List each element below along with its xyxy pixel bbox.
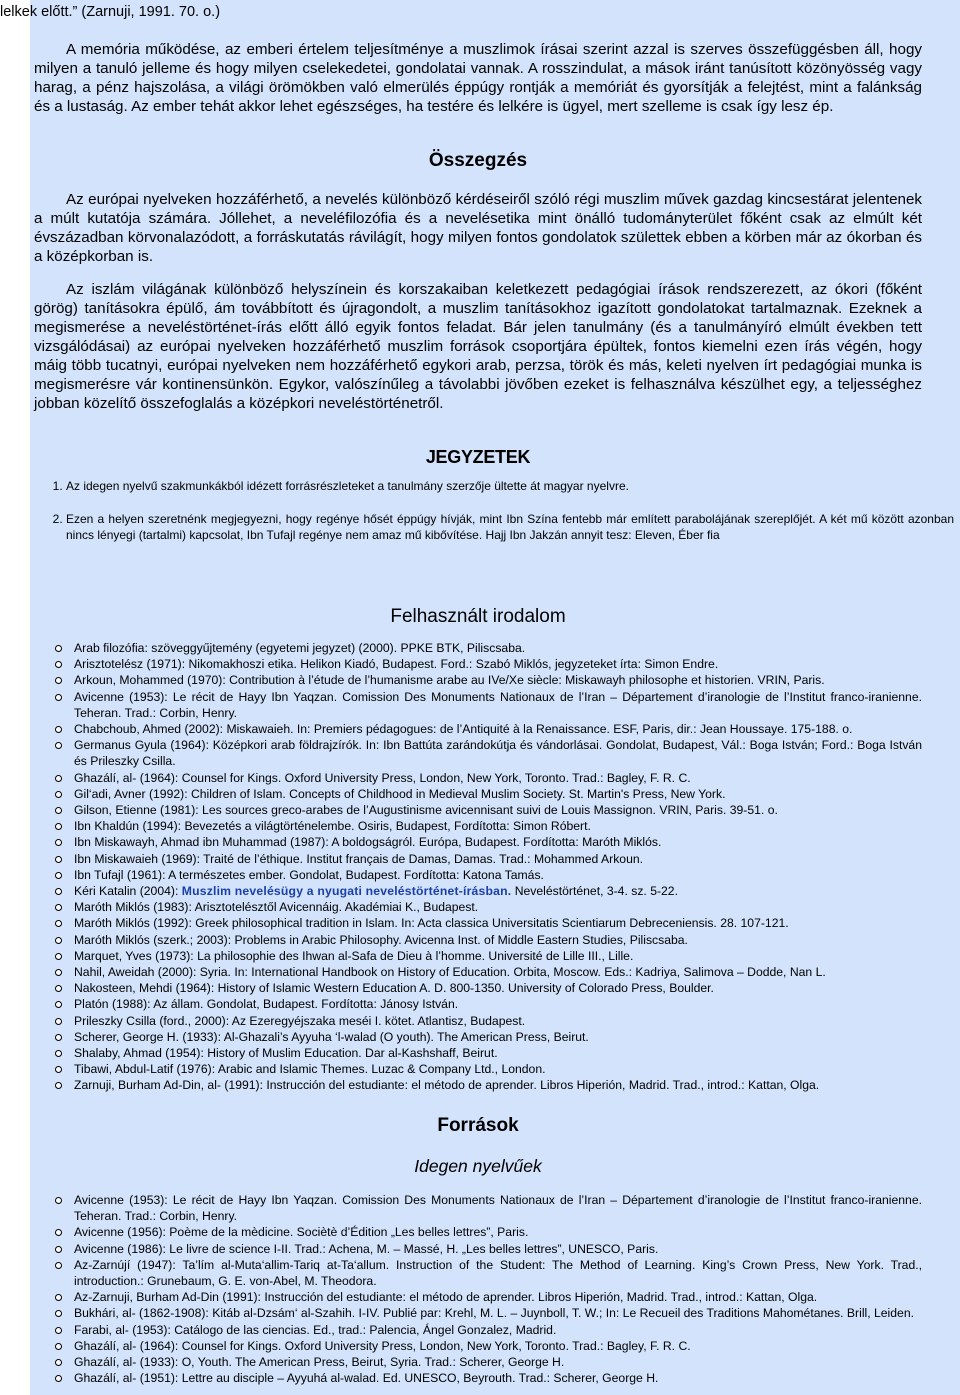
list-item: Farabi, al- (1953): Catálogo de las ciencias. Ed., trad.: Palencia, Ángel Gonzalez, Madrid. (74, 1322, 922, 1338)
list-item: Avicenne (1953): Le récit de Hayy Ibn Yaqzan. Comission Des Monuments Nationaux de l’Iran – Département d’iranologie de l’Institut franco-iranienne. Teheran. Trad.: Corbin, Henry. (74, 1193, 922, 1224)
list-item: Platón (1988): Az állam. Gondolat, Budapest. Fordította: Jánosy István. (74, 996, 922, 1012)
list-item: Germanus Gyula (1964): Középkori arab földrajzírók. In: Ibn Battúta zarándokútja és vándorlásai. Gondolat, Budapest, Vál.: Boga István; Ford.: Boga István és Prileszky Csilla. (74, 738, 922, 769)
list-item: Nakosteen, Mehdi (1964): History of Islamic Western Education A. D. 800-1350. University of Colorado Press, Boulder. (74, 980, 922, 996)
list-item: Ghazálí, al- (1933): O, Youth. The American Press, Beirut, Syria. Trad.: Scherer, George H. (74, 1354, 922, 1370)
list-item: Prileszky Csilla (ford., 2000): Az Ezeregyéjszaka meséi I. kötet. Atlantisz, Budapest. (74, 1013, 922, 1029)
list-item: Ibn Khaldún (1994): Bevezetés a világtörténelembe. Osiris, Budapest, Fordította: Simon Róbert. (74, 818, 922, 834)
list-item: Avicenne (1986): Le livre de science I-II. Trad.: Achena, M. – Massé, H. „Les belles lettres”, UNESCO, Paris. (74, 1241, 922, 1257)
literature-list (34, 640, 922, 1094)
list-item: Ghazálí, al- (1964): Counsel for Kings. Oxford University Press, London, New York, Toronto. Trad.: Bagley, F. R. C. (74, 1338, 922, 1354)
list-item: Tibawi, Abdul-Latif (1976): Arabic and Islamic Themes. Luzac & Company Ltd., London. (74, 1061, 922, 1077)
list-item: Ibn Tufajl (1961): A természetes ember. Gondolat, Budapest. Fordította: Katona Tamás. (74, 867, 922, 883)
literature-section (34, 640, 922, 1094)
list-item: Az-Zarnuji, Burham Ad-Din (1991): Instrucción del estudiante: el método de aprender. Libros Hiperión, Madrid. Trad., introd.: Kattan, Olga. (74, 1289, 922, 1305)
keri-article-link[interactable]: Muszlim nevelésügy a nyugati neveléstörténet-írásban. (181, 884, 512, 899)
sources-section (34, 1192, 922, 1386)
list-item: Chabchoub, Ahmed (2002): Miskawaieh. In: Premiers pédagogues: de l’Antiquité à la Renaissance. ESF, Paris, dir.: Jean Houssaye. 175-188. o. (74, 721, 922, 737)
list-item: Ibn Miskawaieh (1969): Traité de l’éthique. Institut français de Damas, Damas. Trad.: Mohammed Arkoun. (74, 851, 922, 867)
notes-heading: JEGYZETEK (425, 447, 531, 467)
foreign-language-subheading: Idegen nyelvűek (414, 1156, 542, 1176)
list-item: Shalaby, Ahmad (1954): History of Muslim Education. Dar al-Kashshaff, Beirut. (74, 1045, 922, 1061)
list-item: Ibn Miskawayh, Ahmad ibn Muhammad (1987): A boldogságról. Európa, Budapest. Fordította: Maróth Miklós. (74, 834, 922, 850)
list-item: Ghazálí, al- (1951): Lettre au disciple – Ayyuhá al-walad. Ed. UNESCO, Beyrouth. Trad.: Scherer, George H. (74, 1370, 922, 1386)
paragraph-text: Az európai nyelveken hozzáférhető, a nevelés különböző kérdéseiről szóló régi muszlim művek gazdag kincsestárat jelentenek a múlt kutatója számára. Jóllehet, a neveléfilozófia és a nevelésetika mint önálló tudományterület főként csak az elmúlt két évszázadban körvonalazódott, a forráskutatás rávilágít, hogy milyen fontos gondolatok születtek ebben a körben már az ókorban és a középkorban is. (34, 191, 922, 265)
list-item: Maróth Miklós (1983): Arisztotelésztől Avicennáig. Akadémiai K., Budapest. (74, 899, 922, 915)
list-item (74, 883, 922, 899)
list-item: Gil‘adi, Avner (1992): Children of Islam. Concepts of Childhood in Medieval Muslim Society. St. Martin's Press, New York. (74, 786, 922, 802)
notes-list (34, 478, 954, 560)
list-item: Arab filozófia: szöveggyűjtemény (egyetemi jegyzet) (2000). PPKE BTK, Piliscsaba. (74, 640, 922, 656)
list-item: Nahil, Aweidah (2000): Syria. In: International Handbook on History of Education. Orbita, Moscow. Eds.: Kadriya, Salimova – Dodde, Nan L. (74, 964, 922, 980)
sources-list (34, 1192, 922, 1386)
summary-paragraph-1 (34, 190, 922, 266)
list-item: Marquet, Yves (1973): La philosophie des Ihwan al-Safa de Dieu à l’homme. Université de Lille III., Lille. (74, 948, 922, 964)
list-item: Maróth Miklós (1992): Greek philosophical tradition in Islam. In: Acta classica Universitatis Scientiarum Debreceniensis. 28. 107-121. (74, 915, 922, 931)
summary-heading: Összegzés (428, 150, 528, 171)
list-item: Avicenne (1953): Le récit de Hayy Ibn Yaqzan. Comission Des Monuments Nationaux de l’Iran – Département d’iranologie de l’Institut franco-iranienne. Teheran. Trad.: Corbin, Henry. (74, 689, 922, 720)
list-item: Arisztotelész (1971): Nikomakhoszi etika. Helikon Kiadó, Budapest. Ford.: Szabó Miklós, jegyzeteket írta: Simon Endre. (74, 656, 922, 672)
list-item: Maróth Miklós (szerk.; 2003): Problems in Arabic Philosophy. Avicenna Inst. of Middle Eastern Studies, Piliscsaba. (74, 932, 922, 948)
summary-paragraph-2 (34, 280, 922, 413)
keri-prefix: Kéri Katalin (2004): (74, 884, 182, 899)
list-item: Avicenne (1956): Poème de la mèdicine. Sociètè d’Édition „Les belles lettres”, Paris. (74, 1224, 922, 1240)
memory-paragraph (34, 40, 922, 116)
list-item: Scherer, George H. (1933): Al-Ghazali’s Ayyuha ‘l-walad (O youth). The American Press, Beirut. (74, 1029, 922, 1045)
note-item: 2. Ezen a helyen szeretnénk megjegyezni, hogy regénye hősét éppúgy hívják, mint Ibn Szína fentebb már említett parabolájának szereplőjét. A két mű között azonban nincs lényegi (tartalmi) kapcsolat, Ibn Tufajl regénye nem amaz mű kibővítése. Hajj Ibn Jakzán annyit tesz: Eleven, Éber fia (66, 511, 954, 543)
list-item: Zarnuji, Burham Ad-Din, al- (1991): Instrucción del estudiante: el método de aprender. Libros Hiperión, Madrid. Trad., introd.: Kattan, Olga. (74, 1077, 922, 1093)
list-item: Ghazálí, al- (1964): Counsel for Kings. Oxford University Press, London, New York, Toronto. Trad.: Bagley, F. R. C. (74, 770, 922, 786)
paragraph-text: Az iszlám világának különböző helyszínein és korszakaiban keletkezett pedagógiai írások rendszerezett, az ókori (főként görög) tanításokra épülő, ám továbbított és újragondolt, a muszlim tanításokhoz igazított gondolatokat tartalmaznak. Ezeknek a megismerése a neveléstörténet-írás előtt álló egyik fontos feladat. Bár jelen tanulmány (és a tanulmányíró elmúlt években tett vizsgálódásai) az európai nyelveken hozzáférhető muszlim források csoportjára épültek, fontos kiemelni ezen írás végén, hogy máig több tucatnyi, európai nyelveken nem hozzáférhető egykori arab, perzsa, török és más, keleti nyelven írt pedagógiai munka is megismerésre vár kontinensünkön. Egykor, valószínűleg a távolabbi jövőben ezeket is felhasználva készülhet egy, a teljességhez jobban közelítő összefoglalás a középkori neveléstörténetről. (34, 281, 922, 412)
keri-suffix: Neveléstörténet, 3-4. sz. 5-22. (511, 884, 678, 899)
list-item: Az-Zarnújí (1947): Ta’lím al-Muta‘allim-Tariq at-Ta‘allum. Instruction of the Student: The Method of Learning. King’s Crown Press, New York. Trad., introduction.: Grunebaum, G. E. von-Abel, M. Theodora. (74, 1257, 922, 1289)
list-item: Gilson, Etienne (1981): Les sources greco-arabes de l’Augustinisme avicennisant suivi de Louis Massignon. VRIN, Paris. 39-51. o. (74, 802, 922, 818)
literature-heading: Felhasznált irodalom (390, 606, 566, 627)
continued-quote-line: lelkek előtt.” (Zarnuji, 1991. 70. o.) (0, 4, 221, 20)
paragraph-text: A memória működése, az emberi értelem teljesítménye a muszlimok írásai szerint azzal is szerves összefüggésben áll, hogy milyen a tanuló jelleme és hogy milyen cselekedetei, gondolatai vannak. A rosszindulat, a mások iránt tanúsított közönyösség vagy harag, a pénz hajszolása, a világi örömökben való elmerülés éppúgy rontják a memóriát és gyorsítják a felejtést, mint a falánkság és a lustaság. Az ember tehát akkor lehet egészséges, ha testére és lelkére is ügyel, mert szelleme is csak így lesz ép. (34, 41, 922, 115)
list-item: Bukhári, al- (1862-1908): Kitáb al-Dzsám‘ al-Szahih. I-IV. Publié par: Krehl, M. L. – Juynboll, T. W.; In: Le Recueil des Traditions Mahométanes. Brill, Leiden. (74, 1305, 922, 1321)
list-item: Arkoun, Mohammed (1970): Contribution à l’étude de l’humanisme arabe au IVe/Xe siècle: Miskawayh philosophe et historien. VRIN, Paris. (74, 672, 922, 688)
note-item: 1. Az idegen nyelvű szakmunkákból idézett forrásrészleteket a tanulmány szerzője ültette át magyar nyelvre. (66, 478, 954, 494)
sources-heading: Források (437, 1115, 519, 1136)
